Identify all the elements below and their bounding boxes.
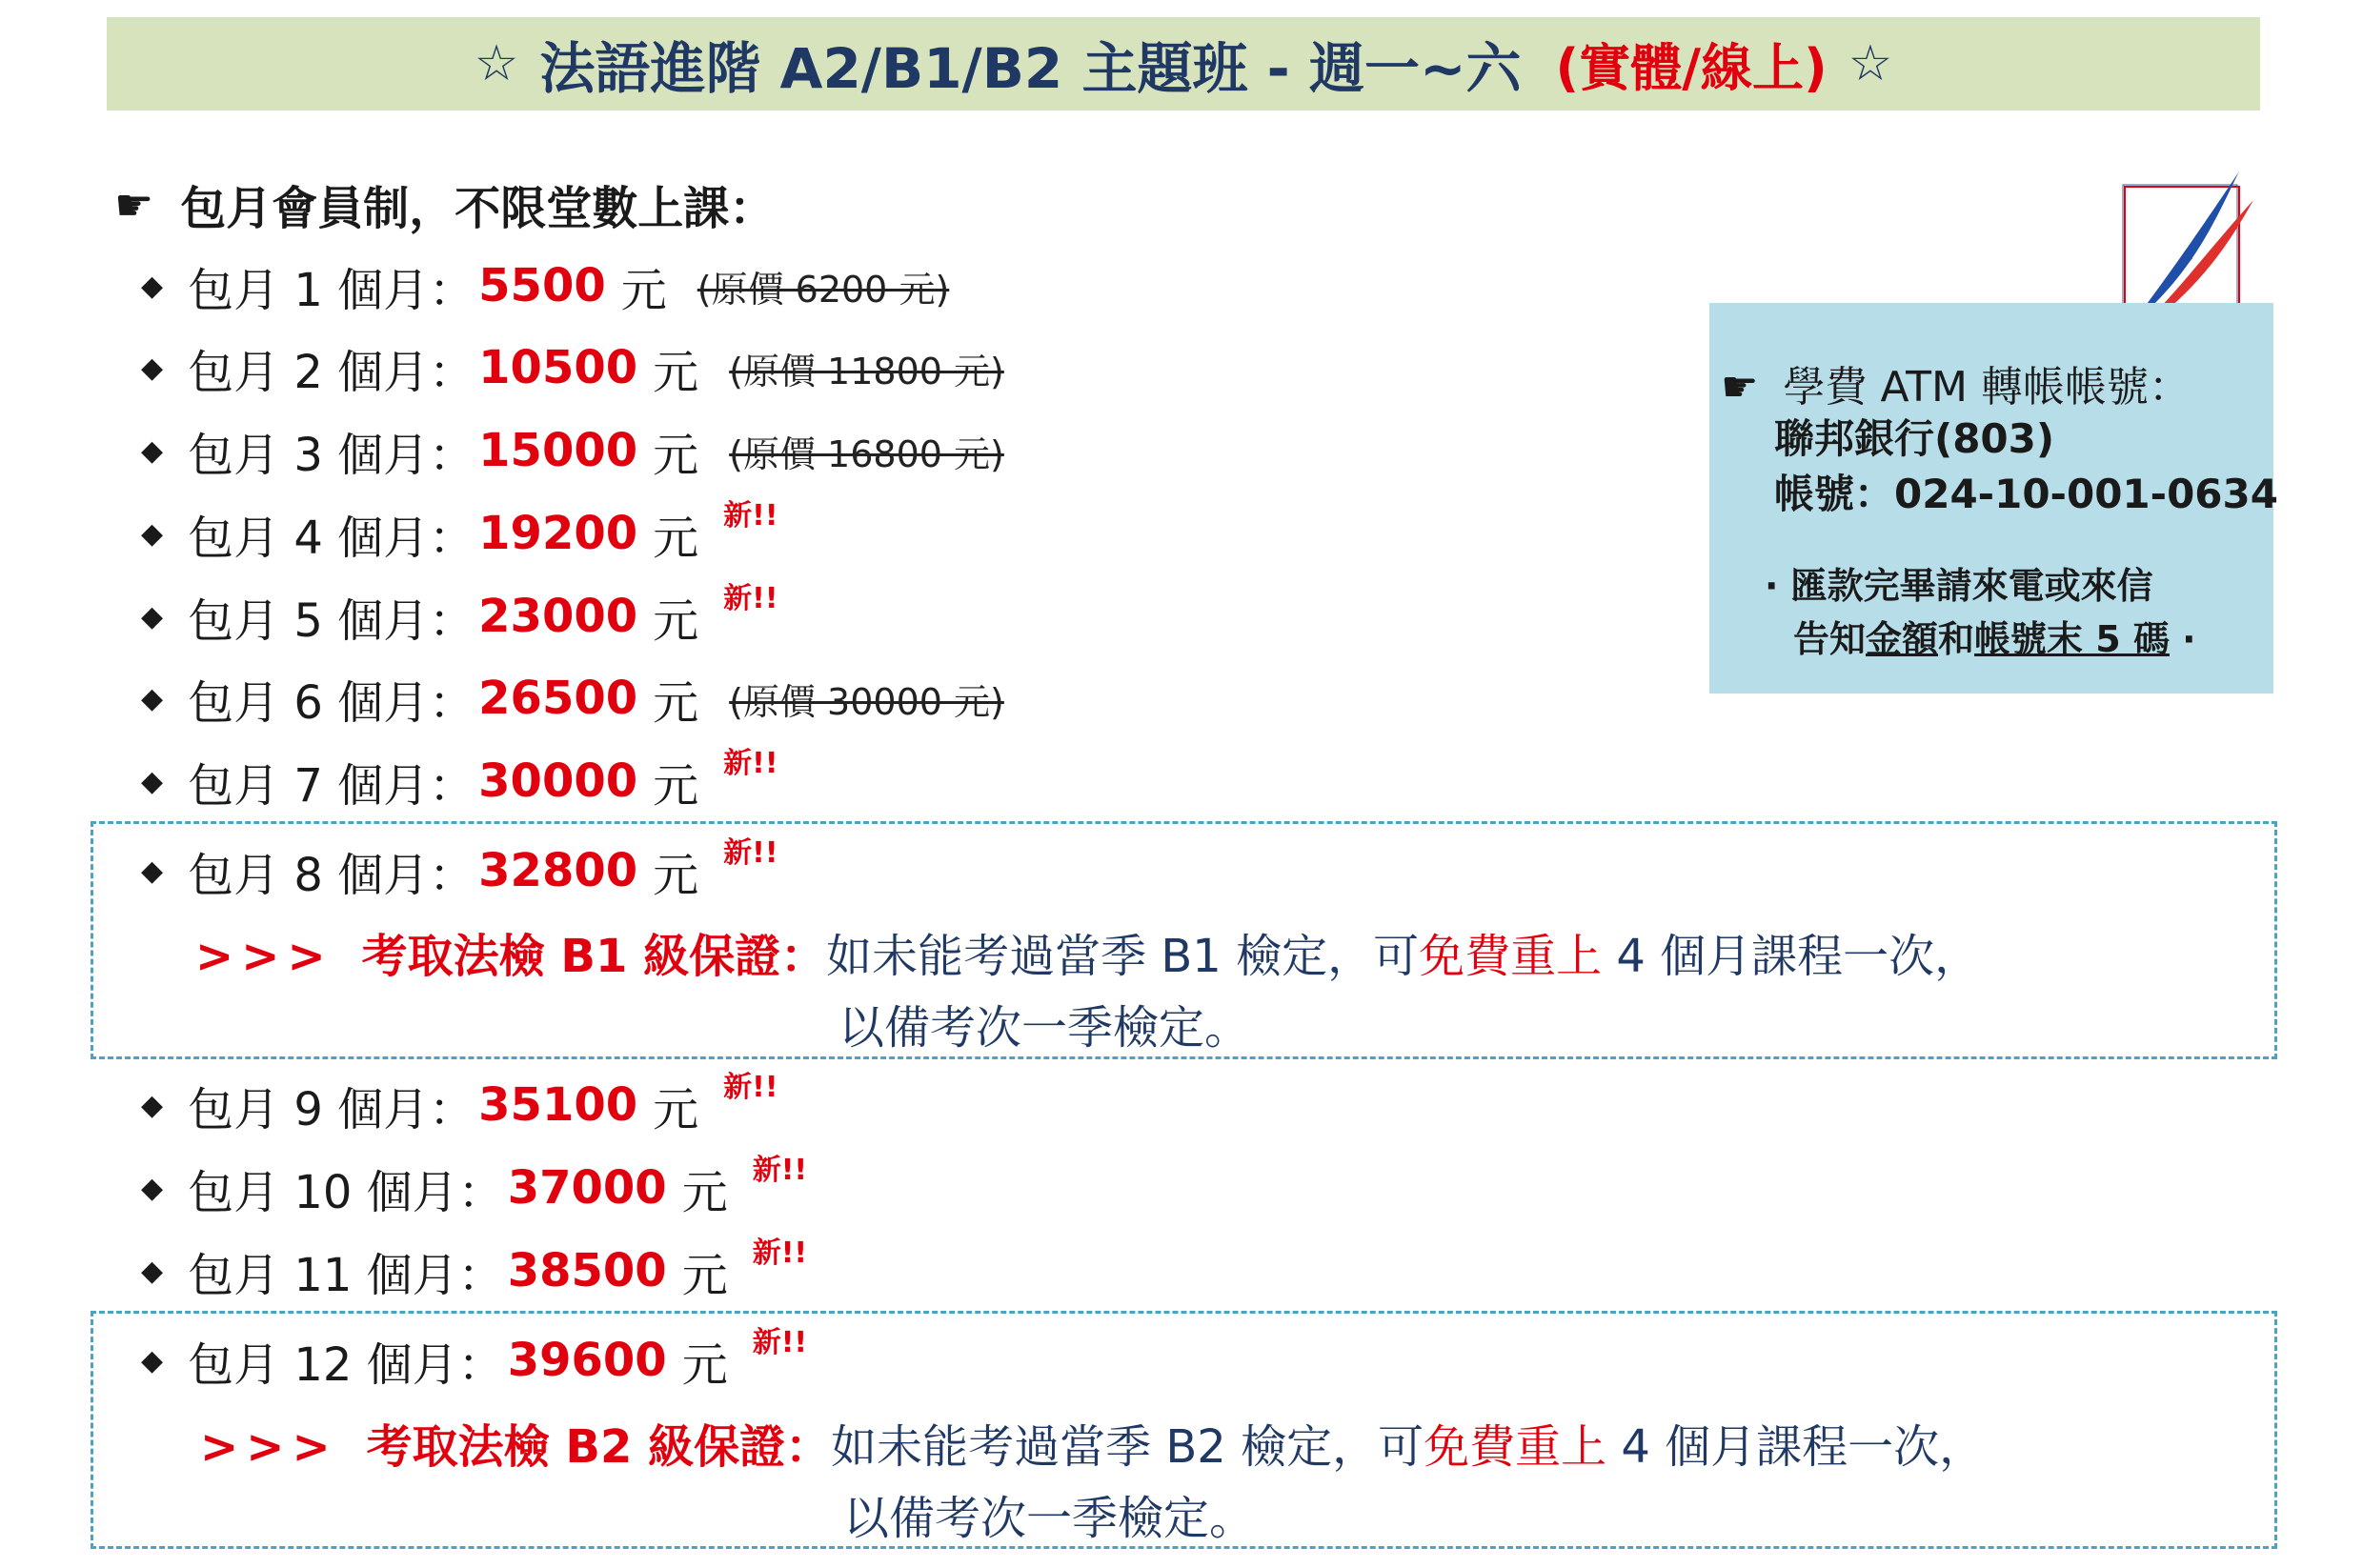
plan-label: 包月 9 個月： <box>188 1082 475 1136</box>
membership-heading-text: 包月會員制，不限堂數上課： <box>180 182 776 235</box>
plan-row <box>141 422 1004 482</box>
plan-row <box>141 670 1004 730</box>
atm-info-panel <box>1709 303 2278 694</box>
plan-label: 包月 8 個月： <box>188 848 475 902</box>
diamond-bullet-icon: ◆ <box>141 764 164 798</box>
guarantee-text: 如未能考過當季 B1 檢定，可 <box>826 930 1420 983</box>
plan-row <box>141 1236 808 1302</box>
plan-unit: 元 <box>653 1082 699 1136</box>
pointing-hand-icon: ☛ <box>114 178 154 231</box>
plan-unit: 元 <box>653 675 699 730</box>
pointing-hand-icon: ☛ <box>1721 363 1759 412</box>
arrow-marker: >>> <box>200 1420 338 1474</box>
diamond-bullet-icon: ◆ <box>141 1171 164 1205</box>
plan-price: 5500 <box>478 259 606 312</box>
plan-label: 包月 10 個月： <box>188 1165 504 1219</box>
plan-row <box>141 582 778 648</box>
guarantee-line <box>195 919 1980 985</box>
diamond-bullet-icon: ◆ <box>141 1254 164 1288</box>
guarantee-highlight: 免費重上 <box>1424 1420 1607 1474</box>
plan-original-price: (原價 11800 元) <box>729 350 1004 392</box>
diamond-bullet-icon: ◆ <box>141 1343 164 1377</box>
guarantee-line <box>200 1410 1985 1476</box>
plan-row <box>141 499 778 565</box>
guarantee-line-2: 以備考次一季檢定。 <box>843 1492 1256 1545</box>
notice-account-digits: 帳號末 5 碼 <box>1974 618 2170 660</box>
guarantee-text-end: 4 個月課程一次， <box>1606 1420 1986 1474</box>
plan-label: 包月 4 個月： <box>188 511 475 565</box>
plan-price: 35100 <box>478 1078 638 1132</box>
diamond-bullet-icon: ◆ <box>141 1088 164 1122</box>
plan-original-price: (原價 6200 元) <box>697 268 950 311</box>
plan-label: 包月 7 個月： <box>188 758 475 813</box>
plan-row <box>141 747 778 813</box>
guarantee-text-end: 4 個月課程一次， <box>1602 930 1981 983</box>
notice-text: · <box>2169 618 2196 660</box>
page-title: 法語進階 A2/B1/B2 主題班 - 週一~六 <box>539 36 1522 101</box>
plan-unit: 元 <box>653 758 699 813</box>
plan-row <box>141 257 950 317</box>
plan-label: 包月 2 個月： <box>188 345 475 399</box>
plan-row <box>141 1326 808 1392</box>
new-badge: 新!! <box>723 747 778 780</box>
diamond-bullet-icon: ◆ <box>141 433 164 468</box>
plan-label: 包月 3 個月： <box>188 428 475 482</box>
new-badge: 新!! <box>752 1326 808 1359</box>
plan-unit: 元 <box>653 428 699 482</box>
new-badge: 新!! <box>723 836 778 870</box>
plan-price: 32800 <box>478 844 638 897</box>
plan-unit: 元 <box>681 1337 728 1392</box>
plan-unit: 元 <box>620 263 667 317</box>
plan-unit: 元 <box>653 593 699 648</box>
notice-text: 告知 <box>1793 618 1867 660</box>
star-right-icon: ☆ <box>1848 35 1893 92</box>
notice-amount: 金額 <box>1866 618 1939 660</box>
new-badge: 新!! <box>752 1154 808 1187</box>
new-badge: 新!! <box>723 499 778 533</box>
guarantee-highlight: 免費重上 <box>1419 930 1603 983</box>
account-number: 帳號：024-10-001-0634 <box>1774 471 2278 517</box>
notice-text: 和 <box>1938 618 1975 660</box>
plan-label: 包月 11 個月： <box>188 1248 504 1302</box>
diamond-bullet-icon: ◆ <box>141 351 164 385</box>
plan-price: 19200 <box>478 507 638 560</box>
plan-unit: 元 <box>681 1165 728 1219</box>
plan-price: 38500 <box>507 1244 667 1297</box>
notice-line-1: · 匯款完畢請來電或來信 <box>1765 565 2153 607</box>
page-subtitle: (實體/線上) <box>1555 37 1828 98</box>
title-banner <box>107 17 2260 111</box>
new-badge: 新!! <box>752 1236 808 1270</box>
diamond-bullet-icon: ◆ <box>141 681 164 715</box>
diamond-bullet-icon: ◆ <box>141 269 164 303</box>
plan-row <box>141 1154 808 1219</box>
plan-price: 10500 <box>478 341 638 394</box>
plan-label: 包月 5 個月： <box>188 593 475 648</box>
arrow-marker: >>> <box>195 930 333 983</box>
plan-price: 23000 <box>478 590 638 643</box>
notice-line-2 <box>1793 610 2196 662</box>
plan-row <box>141 1071 778 1136</box>
plan-price: 15000 <box>478 424 638 477</box>
guarantee-text: 如未能考過當季 B2 檢定，可 <box>831 1420 1424 1474</box>
plan-label: 包月 6 個月： <box>188 675 475 730</box>
membership-heading <box>114 171 775 237</box>
plan-original-price: (原價 30000 元) <box>729 680 1004 723</box>
guarantee-label: 考取法檢 B1 級保證： <box>361 930 827 983</box>
guarantee-line-2: 以備考次一季檢定。 <box>838 1001 1251 1055</box>
plan-unit: 元 <box>653 345 699 399</box>
diamond-bullet-icon: ◆ <box>141 599 164 633</box>
plan-unit: 元 <box>653 848 699 902</box>
new-badge: 新!! <box>723 582 778 615</box>
plan-label: 包月 12 個月： <box>188 1337 504 1392</box>
plan-price: 26500 <box>478 672 638 725</box>
atm-title: 學費 ATM 轉帳帳號： <box>1783 363 2191 412</box>
atm-title-row <box>1721 352 2191 413</box>
plan-label: 包月 1 個月： <box>188 263 475 317</box>
plan-price: 37000 <box>507 1161 667 1215</box>
plan-original-price: (原價 16800 元) <box>729 432 1004 475</box>
star-left-icon: ☆ <box>474 35 519 92</box>
plan-unit: 元 <box>681 1248 728 1302</box>
plan-price: 39600 <box>507 1334 667 1387</box>
new-badge: 新!! <box>723 1071 778 1104</box>
plan-price: 30000 <box>478 754 638 808</box>
diamond-bullet-icon: ◆ <box>141 854 164 888</box>
plan-row <box>141 339 1004 399</box>
plan-row <box>141 836 778 902</box>
guarantee-label: 考取法檢 B2 級保證： <box>366 1420 832 1474</box>
diamond-bullet-icon: ◆ <box>141 516 164 551</box>
plan-unit: 元 <box>653 511 699 565</box>
bank-name: 聯邦銀行(803) <box>1774 415 2055 462</box>
